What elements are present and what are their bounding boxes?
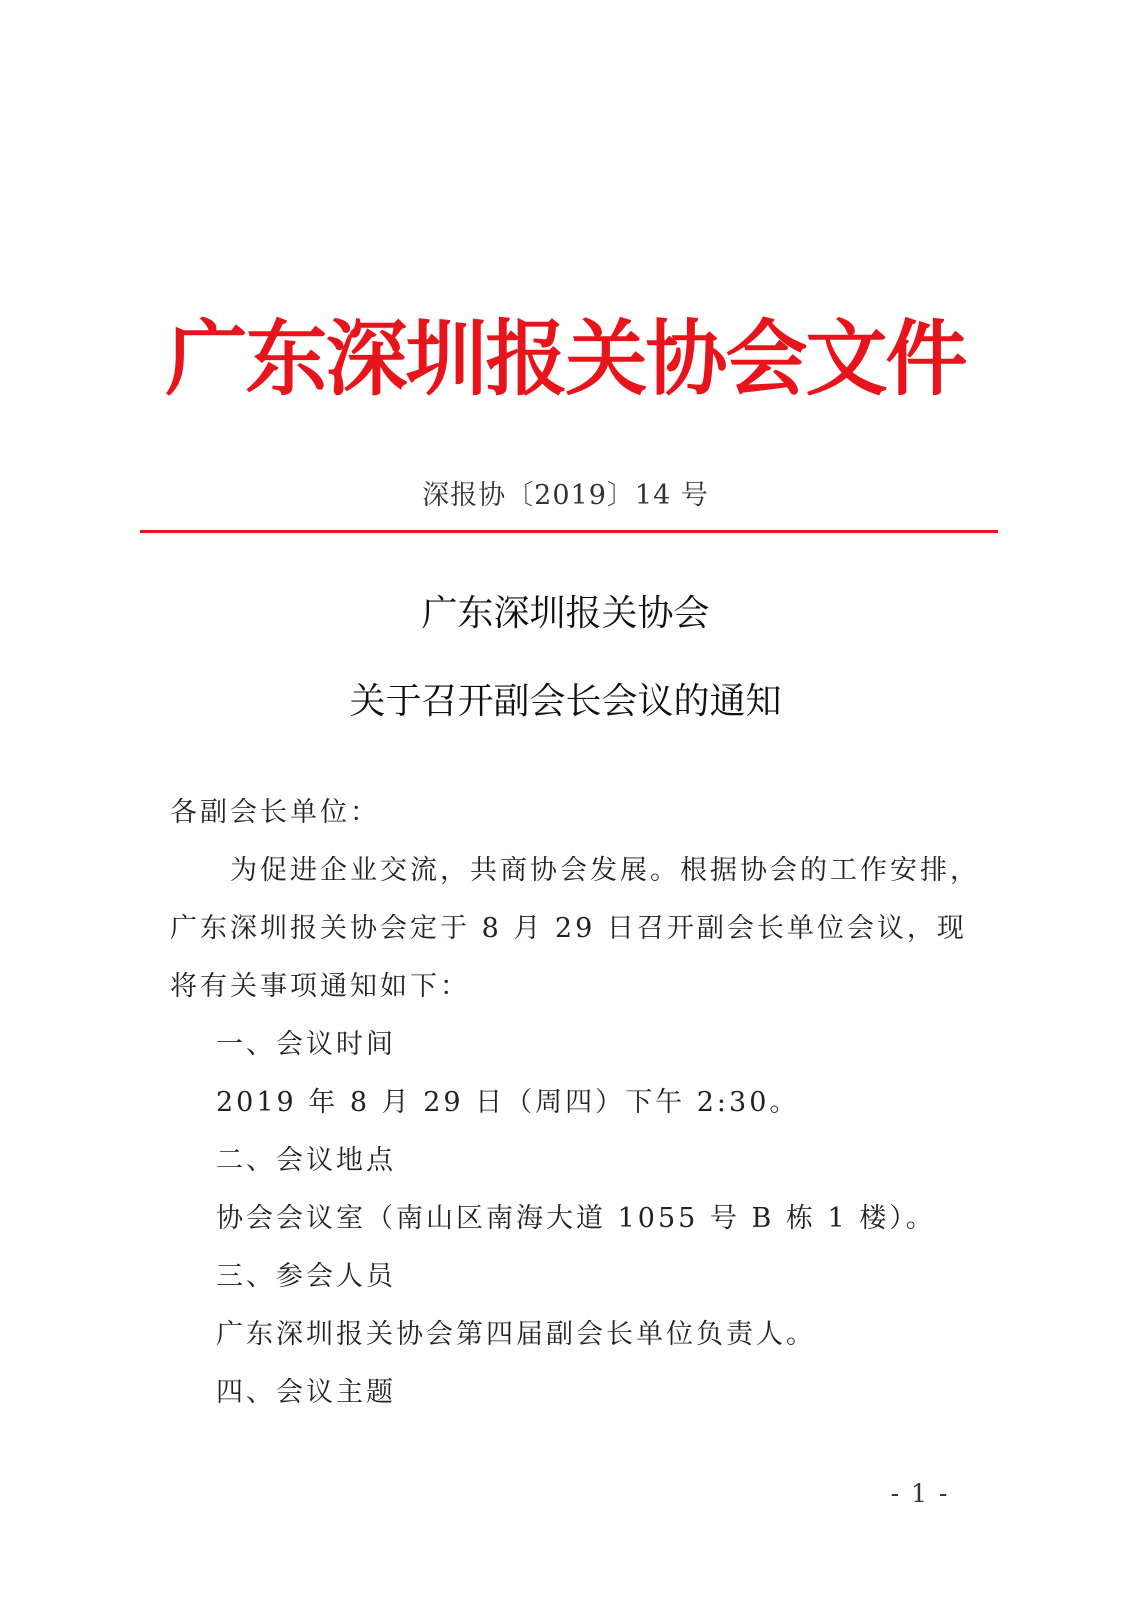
notice-title-line-2: 关于召开副会长会议的通知: [349, 681, 782, 722]
section-heading-location: 二、会议地点: [216, 1145, 396, 1176]
intro-paragraph-line: 为促进企业交流，共商协会发展。根据协会的工作安排，: [230, 855, 980, 886]
section-content-location: 协会会议室（南山区南海大道 1055 号 B 栋 1 楼）。: [216, 1203, 936, 1234]
red-divider-line: [140, 530, 998, 533]
section-content-attendees: 广东深圳报关协会第四届副会长单位负责人。: [216, 1319, 816, 1350]
section-heading-attendees: 三、参会人员: [216, 1261, 396, 1292]
salutation: 各副会长单位：: [170, 797, 380, 828]
document-number: 深报协〔2019〕14 号: [422, 480, 709, 511]
section-heading-theme: 四、会议主题: [216, 1377, 396, 1408]
section-heading-time: 一、会议时间: [216, 1029, 396, 1060]
org-banner-title: 广东深圳报关协会文件: [165, 312, 966, 407]
intro-paragraph-line: 将有关事项通知如下：: [170, 971, 470, 1002]
section-content-time: 2019 年 8 月 29 日（周四）下午 2:30。: [216, 1087, 800, 1118]
page-number: - 1 -: [890, 1479, 950, 1508]
notice-title-line-1: 广东深圳报关协会: [421, 593, 710, 634]
intro-paragraph-line: 广东深圳报关协会定于 8 月 29 日召开副会长单位会议，现: [170, 913, 967, 944]
